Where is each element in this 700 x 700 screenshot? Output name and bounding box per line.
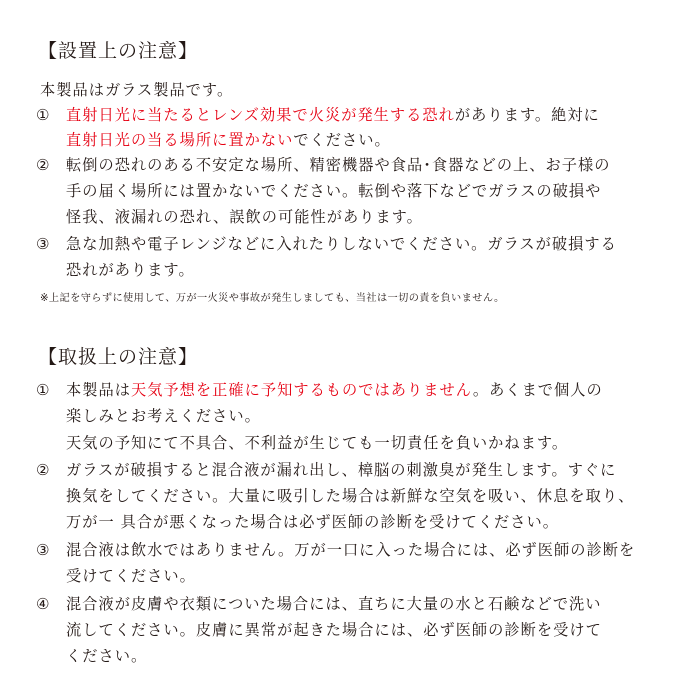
handling-item-1-line-1 — [66, 380, 603, 400]
handling-item-4-marker: ④ — [36, 595, 50, 613]
handling-item-1-warning: 天気予想を正確に予知するものではありません — [130, 381, 473, 399]
installation-item-1-warning-2: 直射日光の当る場所に置かない — [66, 131, 294, 149]
handling-item-1-lead: 本製品は — [66, 381, 131, 399]
handling-item-2-line-1: ガラスが破損すると混合液が漏れ出し、樟脳の刺激臭が発生します。すぐに — [66, 461, 617, 479]
handling-item-1-line-3: 天気の予知にて不具合、不利益が生じても一切責任を負いかねます。 — [66, 434, 569, 452]
installation-item-1-text: があります。絶対に — [454, 106, 600, 124]
handling-item-1-tail: 。あくまで個人の — [472, 381, 603, 399]
handling-item-4-line-1: 混合液が皮膚や衣類についた場合には、直ちに大量の水と石鹸などで洗い — [66, 595, 602, 613]
installation-item-2-line-1: 転倒の恐れのある不安定な場所、精密機器や食品･食器などの上、お子様の — [66, 156, 611, 174]
handling-item-4-line-2: 流してください。皮膚に異常が起きた場合には、必ず医師の診断を受けて — [66, 621, 602, 639]
installation-item-1-line-1 — [66, 105, 600, 125]
handling-item-1-line-2: 楽しみとお考えください。 — [66, 407, 261, 425]
installation-intro: 本製品はガラス製品です。 — [40, 81, 234, 99]
installation-item-3-line-2: 恐れがあります。 — [66, 261, 195, 279]
installation-item-1-marker: ① — [36, 106, 50, 124]
handling-item-2-marker: ② — [36, 461, 50, 479]
handling-item-3-line-1: 混合液は飲水ではありません。万が一口に入った場合には、必ず医師の診断を — [66, 541, 636, 559]
installation-item-1-text-2: でください。 — [293, 131, 391, 149]
installation-title: 【設置上の注意】 — [38, 40, 199, 62]
handling-item-1-marker: ① — [36, 381, 50, 399]
handling-item-2-line-3: 万が一 具合が悪くなった場合は必ず医師の診断を受けてください。 — [66, 513, 560, 531]
handling-title: 【取扱上の注意】 — [38, 346, 199, 368]
installation-item-1-line-2 — [66, 130, 391, 150]
handling-item-3-line-2: 受けてください。 — [66, 567, 196, 585]
handling-item-2-line-2: 換気をしてください。大量に吸引した場合は新鮮な空気を吸い、休息を取り、 — [66, 487, 635, 505]
installation-item-2-line-3: 怪我、液漏れの恐れ、誤飲の可能性があります。 — [66, 208, 423, 226]
installation-item-1-warning: 直射日光に当たるとレンズ効果で火災が発生する恐れ — [66, 106, 455, 124]
installation-item-3-line-1: 急な加熱や電子レンジなどに入れたりしないでください。ガラスが破損する — [66, 235, 617, 253]
handling-item-4-line-3: ください。 — [66, 647, 148, 665]
installation-item-2-line-2: 手の届く場所には置かないでください。転倒や落下などでガラスの破損や — [66, 182, 602, 200]
handling-item-3-marker: ③ — [36, 541, 50, 559]
installation-item-2-marker: ② — [36, 156, 50, 174]
installation-disclaimer: ※上記を守らずに使用して、万が一火災や事故が発生しましても、当社は一切の責を負いません。 — [40, 293, 505, 304]
installation-item-3-marker: ③ — [36, 235, 50, 253]
